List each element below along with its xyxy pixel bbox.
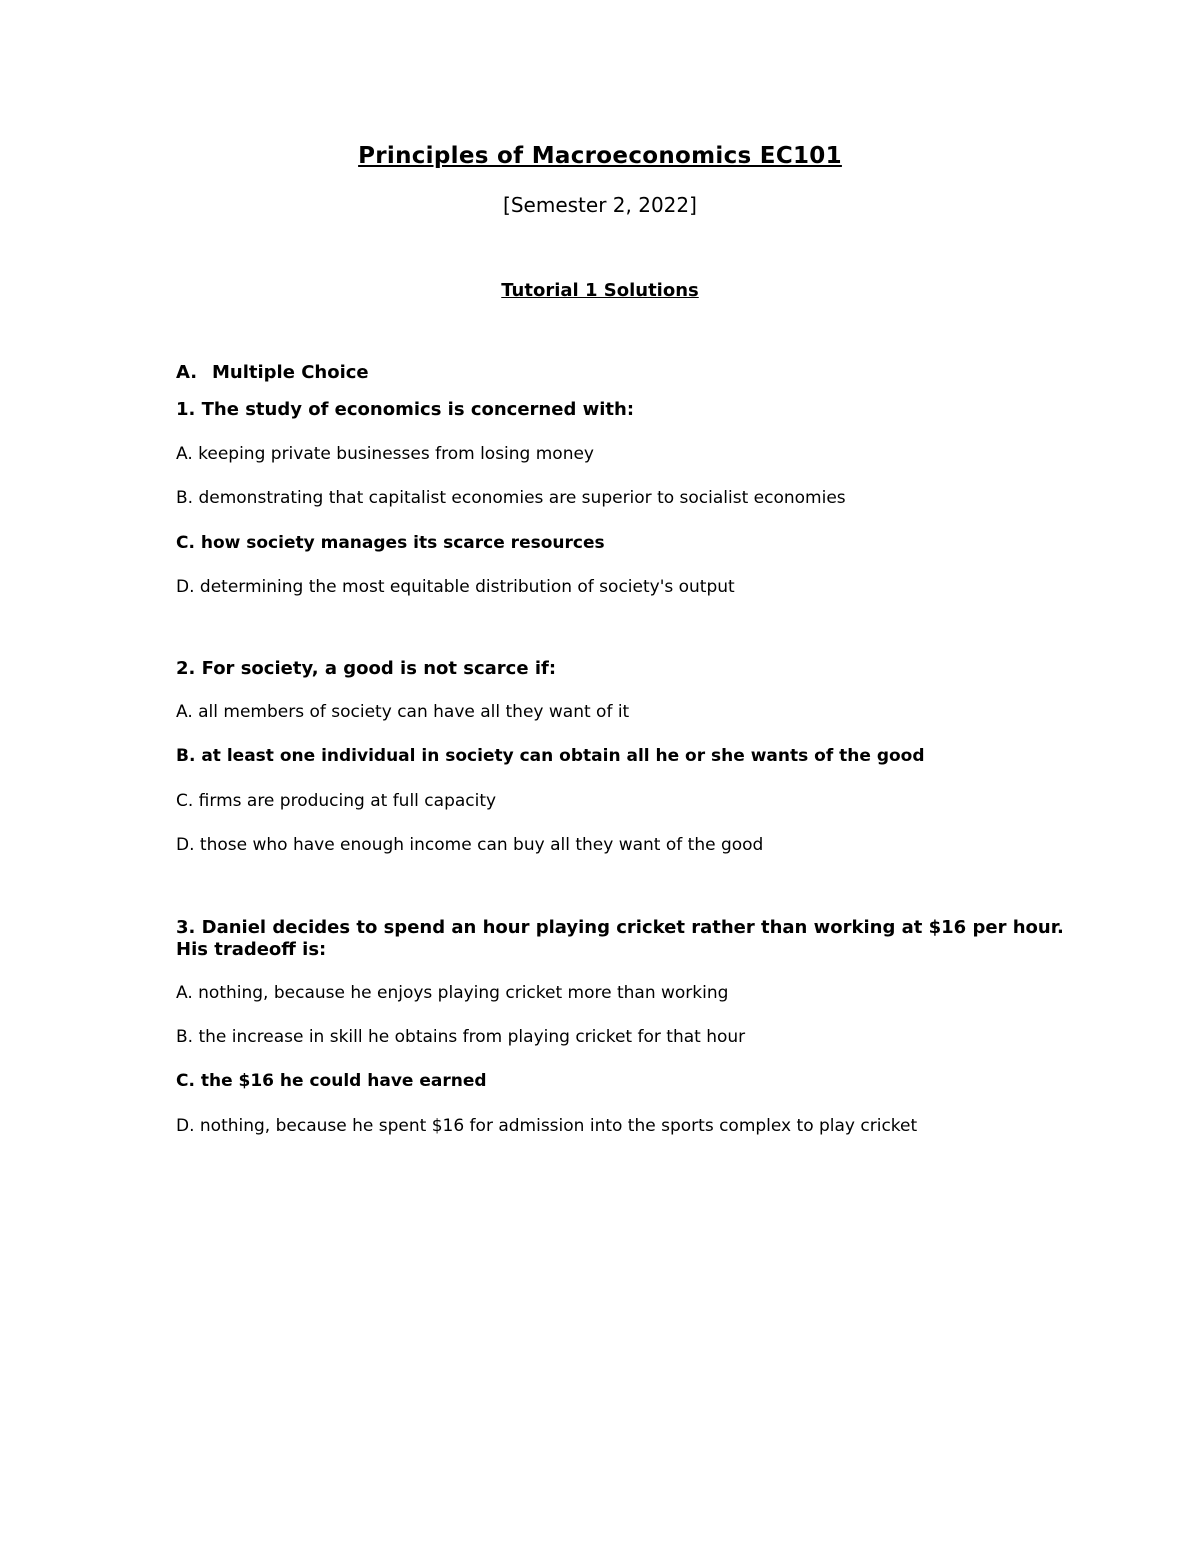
question-3-option-a: A. nothing, because he enjoys playing cricket more than working xyxy=(176,983,729,1003)
section-letter: A. xyxy=(176,362,198,383)
semester-label: [Semester 2, 2022] xyxy=(503,193,697,217)
question-2-option-b: B. at least one individual in society can obtain all he or she wants of the good xyxy=(176,746,925,766)
question-3-option-b: B. the increase in skill he obtains from playing cricket for that hour xyxy=(176,1027,746,1047)
question-3-option-c: C. the $16 he could have earned xyxy=(176,1071,487,1091)
tutorial-heading: Tutorial 1 Solutions xyxy=(501,280,699,301)
question-1-option-b: B. demonstrating that capitalist economies are superior to socialist economies xyxy=(176,488,846,508)
question-3-option-d: D. nothing, because he spent $16 for admission into the sports complex to play cricket xyxy=(176,1116,918,1136)
question-1-option-d: D. determining the most equitable distribution of society's output xyxy=(176,577,735,597)
question-1-option-c: C. how society manages its scarce resources xyxy=(176,533,605,553)
question-2-prompt: 2. For society, a good is not scarce if: xyxy=(176,658,557,679)
question-1-prompt: 1. The study of economics is concerned with: xyxy=(176,399,635,420)
document-title: Principles of Macroeconomics EC101 xyxy=(358,143,842,169)
question-1-option-a: A. keeping private businesses from losing money xyxy=(176,444,594,464)
question-3-prompt: 3. Daniel decides to spend an hour playing cricket rather than working at $16 per hour. His tradeoff is: xyxy=(176,917,1064,960)
question-2-option-c: C. firms are producing at full capacity xyxy=(176,791,497,811)
question-2-option-a: A. all members of society can have all they want of it xyxy=(176,702,630,722)
question-2-option-d: D. those who have enough income can buy all they want of the good xyxy=(176,835,764,855)
section-heading xyxy=(176,362,369,383)
section-label: Multiple Choice xyxy=(212,362,369,383)
